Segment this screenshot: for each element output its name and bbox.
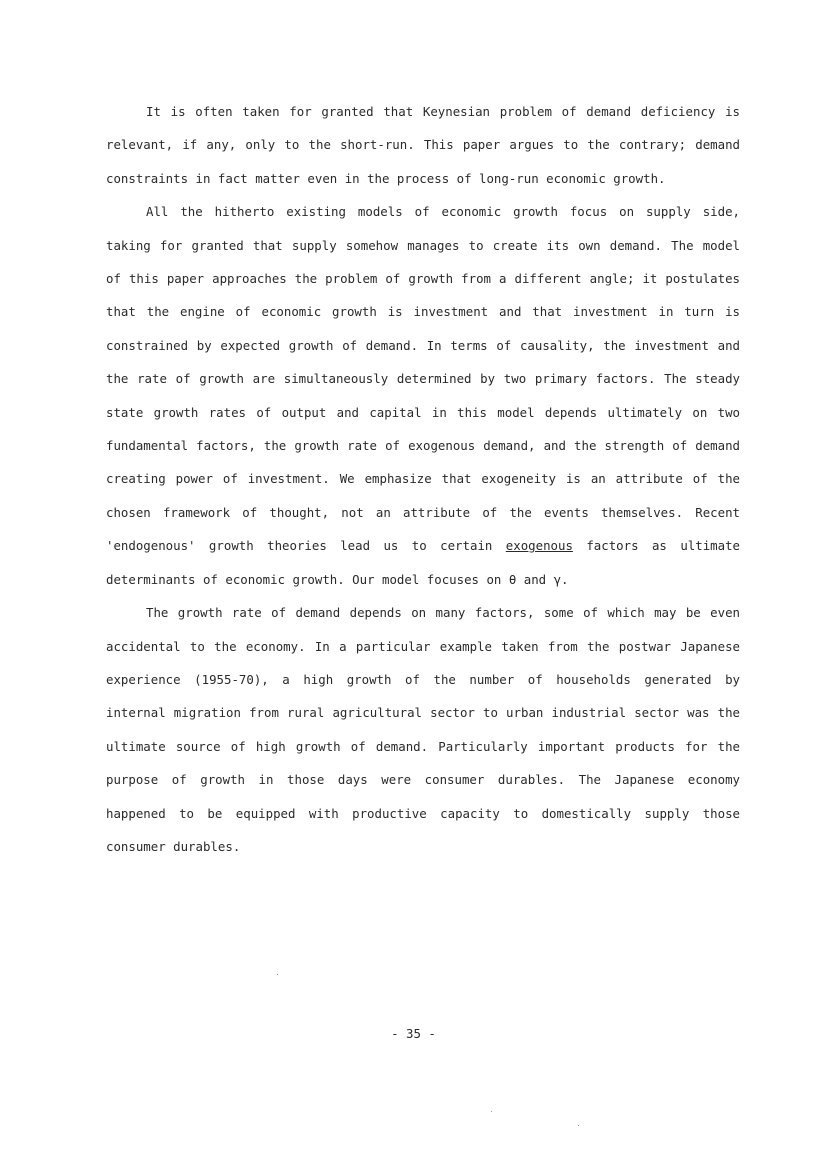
paragraph-2: [106, 195, 740, 596]
scan-speck: [578, 1125, 579, 1126]
body-text: [106, 95, 740, 863]
paragraph-2-text-after: factors as ultimate determinants of economic growth. Our model focuses on θ and γ.: [106, 538, 740, 587]
page-number: - 35 -: [391, 1026, 436, 1041]
paragraph-3: The growth rate of demand depends on many factors, some of which may be even accidental to the economy. In a particular example taken from the postwar Japanese experience (1955-70), a high growth of the number of households generated by internal migration from rural agricultural sector to urban industrial sector was the ultimate source of high growth of demand. Particularly important products for the purpose of growth in those days were consumer durables. The Japanese economy happened to be equipped with productive capacity to domestically supply those consumer durables.: [106, 605, 740, 854]
underlined-word-exogenous: exogenous: [505, 538, 573, 554]
scan-speck: [277, 974, 278, 975]
scan-speck: [491, 1111, 492, 1112]
paragraph-1: It is often taken for granted that Keynesian problem of demand deficiency is relevant, if any, only to the short-run. This paper argues to the contrary; demand constraints in fact matter even in the process of long-run economic growth.: [106, 104, 740, 186]
paragraph-2-text-before: All the hitherto existing models of economic growth focus on supply side, taking for granted that supply somehow manages to create its own demand. The model of this paper approaches the problem of growth from a different angle; it postulates that the engine of economic growth is investment and that investment in turn is constrained by expected growth of demand. In terms of causality, the investment and the rate of growth are simultaneously determined by two primary factors. The steady state growth rates of output and capital in this model depends ultimately on two fundamental factors, the growth rate of exogenous demand, and the strength of demand creating power of investment. We emphasize that exogeneity is an attribute of the chosen framework of thought, not an attribute of the events themselves. Recent 'endogenous' growth theories lead us to certain: [106, 204, 740, 554]
